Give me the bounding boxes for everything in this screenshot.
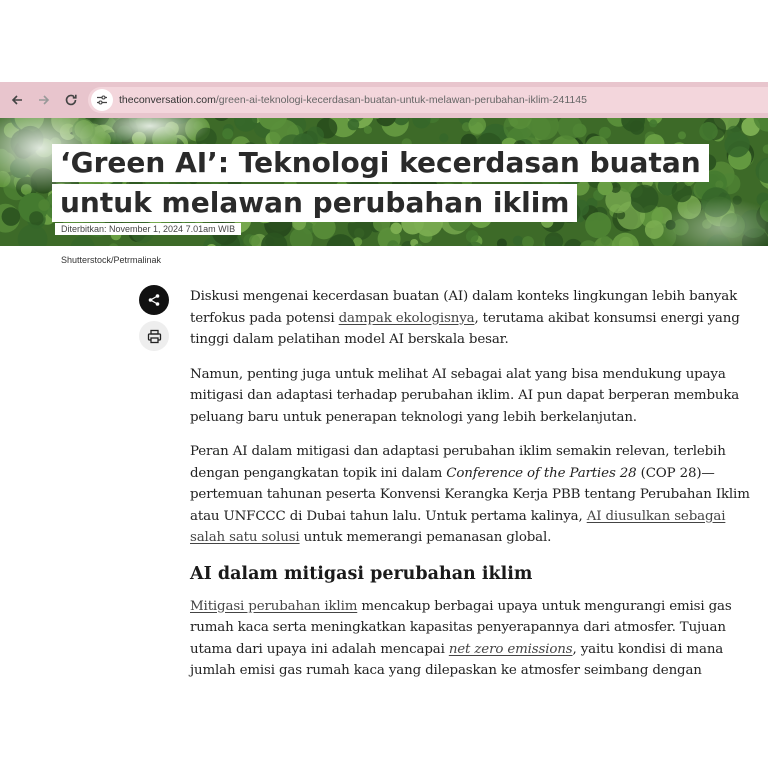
paragraph-1: [190, 286, 760, 351]
p1-text-end: , terutama akibat konsumsi energi yang tinggi dalam pelatihan model AI berskala besar.: [190, 310, 740, 347]
title-line-1: ‘Green AI’: Teknologi kecerdasan buatan: [52, 144, 709, 182]
arrow-right-icon: [37, 93, 51, 107]
link-ai-diusulkan[interactable]: AI diusulkan sebagai salah satu solusi: [190, 508, 726, 545]
link-dampak-ekologisnya[interactable]: dampak ekologisnya: [338, 310, 475, 326]
share-icon: [147, 293, 161, 307]
link-mitigasi[interactable]: Mitigasi perubahan iklim: [190, 598, 358, 614]
url-domain: theconversation.com: [119, 94, 216, 106]
p3-text-end: untuk memerangi pemanasan global.: [299, 530, 552, 545]
article-body: [190, 286, 760, 695]
paragraph-4: [190, 596, 760, 682]
address-bar[interactable]: [88, 87, 768, 113]
p3-text-mid: (COP 28)—pertemuan tahunan peserta Konvensi Kerangka Kerja PBB tentang Perubahan Iklim atau UNFCCC di Dubai tahun lalu. Untuk pertama kalinya,: [190, 465, 750, 524]
url-path: /green-ai-teknologi-kecerdasan-buatan-untuk-melawan-perubahan-iklim-241145: [215, 94, 587, 106]
image-credit: Shutterstock/Petrmalinak: [61, 255, 162, 265]
published-date: Diterbitkan: November 1, 2024 7.01am WIB: [55, 223, 241, 235]
paragraph-2: Namun, penting juga untuk melihat AI sebagai alat yang bisa mendukung upaya mitigasi dan adaptasi terhadap perubahan iklim. AI pun dapat berperan membuka peluang baru untuk penerapan teknologi yang lebih berkelanjutan.: [190, 366, 740, 425]
tune-icon: [96, 94, 108, 106]
paragraph-3: [190, 441, 760, 549]
printer-icon: [147, 329, 162, 344]
browser-toolbar: [0, 82, 768, 118]
forward-button[interactable]: [31, 87, 57, 113]
back-button[interactable]: [4, 87, 30, 113]
title-line-2: untuk melawan perubahan iklim: [52, 184, 577, 222]
site-info-button[interactable]: [91, 89, 113, 111]
p4-text-mid: mencakup berbagai upaya untuk mengurangi emisi gas rumah kaca serta meningkatkan kapasitas penyerapannya dari atmosfer. Tujuan utama dari upaya ini adalah mencapai: [190, 598, 732, 657]
link-net-zero[interactable]: net zero emissions: [448, 641, 573, 657]
blank-area: [0, 0, 768, 82]
share-button[interactable]: [139, 285, 169, 315]
url-text: [119, 94, 587, 106]
p1-text-start: Diskusi mengenai kecerdasan buatan (AI) dalam konteks lingkungan lebih banyak terfokus pada potensi: [190, 289, 738, 326]
reload-button[interactable]: [58, 87, 84, 113]
section-heading: AI dalam mitigasi perubahan iklim: [190, 563, 533, 584]
p3-italic-cop: Conference of the Parties 28: [446, 465, 637, 481]
p3-text-start: Peran AI dalam mitigasi dan adaptasi perubahan iklim semakin relevan, terlebih dengan pengangkatan topik ini dalam: [190, 444, 726, 481]
p4-text-end: , yaitu kondisi di mana jumlah emisi gas rumah kaca yang dilepaskan ke atmosfer seimbang dengan: [190, 641, 724, 678]
arrow-left-icon: [10, 93, 24, 107]
reload-icon: [64, 93, 78, 107]
print-button[interactable]: [139, 321, 169, 351]
